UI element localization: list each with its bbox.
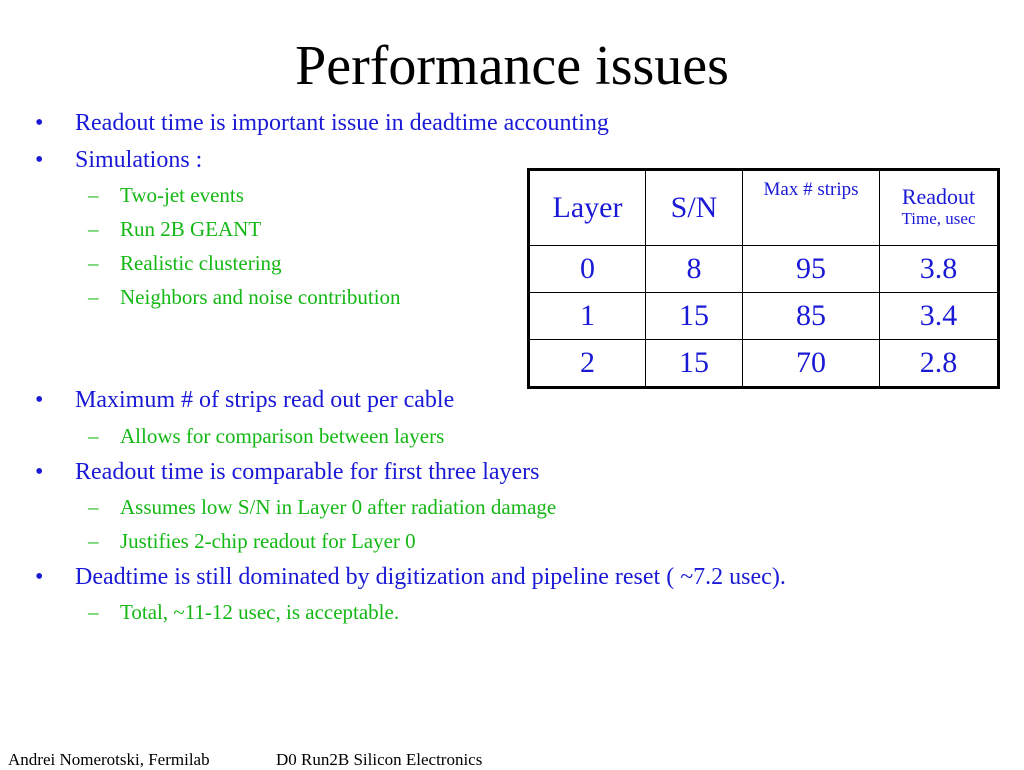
sub-bullet-text: Total, ~11-12 usec, is acceptable. bbox=[120, 600, 400, 624]
dash-symbol: – bbox=[88, 600, 99, 624]
table-cell: 2 bbox=[529, 339, 646, 387]
bullet-symbol: • bbox=[35, 147, 44, 173]
table-row bbox=[529, 292, 999, 339]
sub-bullet bbox=[88, 217, 261, 242]
table-header-row bbox=[529, 170, 999, 246]
sub-bullet bbox=[88, 529, 416, 554]
header-max-strips: Max # strips bbox=[743, 170, 880, 246]
table-cell: 15 bbox=[646, 292, 743, 339]
bullet-text: Simulations : bbox=[75, 147, 203, 173]
table-cell: 15 bbox=[646, 339, 743, 387]
header-readout bbox=[880, 170, 999, 246]
bullet-deadtime bbox=[35, 564, 786, 591]
header-readout-label: Readout bbox=[901, 184, 976, 209]
bullet-symbol: • bbox=[35, 564, 44, 590]
bullet-symbol: • bbox=[35, 459, 44, 485]
table-cell: 1 bbox=[529, 292, 646, 339]
dash-symbol: – bbox=[88, 285, 99, 309]
bullet-readout-comparable bbox=[35, 459, 540, 486]
table-cell: 8 bbox=[646, 246, 743, 293]
sub-bullet-text: Run 2B GEANT bbox=[120, 217, 262, 241]
readout-table bbox=[527, 168, 1000, 389]
sub-bullet bbox=[88, 183, 244, 208]
sub-bullet bbox=[88, 251, 282, 276]
header-readout-sub: Time, usec bbox=[901, 209, 976, 228]
sub-bullet bbox=[88, 285, 401, 310]
sub-bullet-text: Neighbors and noise contribution bbox=[120, 285, 401, 309]
bullet-symbol: • bbox=[35, 110, 44, 136]
bullet-symbol: • bbox=[35, 387, 44, 413]
dash-symbol: – bbox=[88, 529, 99, 553]
sub-bullet bbox=[88, 600, 399, 625]
bullet-simulations bbox=[35, 147, 202, 174]
footer-talk: D0 Run2B Silicon Electronics bbox=[276, 750, 483, 769]
table-cell: 3.8 bbox=[880, 246, 999, 293]
bullet-max-strips bbox=[35, 387, 454, 414]
table-cell: 85 bbox=[743, 292, 880, 339]
header-sn: S/N bbox=[646, 170, 743, 246]
table-cell: 0 bbox=[529, 246, 646, 293]
sub-bullet-text: Realistic clustering bbox=[120, 251, 282, 275]
table-cell: 2.8 bbox=[880, 339, 999, 387]
sub-bullet bbox=[88, 495, 556, 520]
table-cell: 3.4 bbox=[880, 292, 999, 339]
table-cell: 70 bbox=[743, 339, 880, 387]
bullet-text: Readout time is comparable for first three layers bbox=[75, 459, 540, 485]
bullet-text: Maximum # of strips read out per cable bbox=[75, 387, 455, 413]
table-cell: 95 bbox=[743, 246, 880, 293]
sub-bullet bbox=[88, 424, 444, 449]
table-row bbox=[529, 246, 999, 293]
bullet-text: Readout time is important issue in deadtime accounting bbox=[75, 110, 609, 136]
header-layer: Layer bbox=[529, 170, 646, 246]
bullet-text: Deadtime is still dominated by digitization and pipeline reset ( ~7.2 usec). bbox=[75, 564, 786, 590]
sub-bullet-text: Justifies 2-chip readout for Layer 0 bbox=[120, 529, 416, 553]
sub-bullet-text: Two-jet events bbox=[120, 183, 244, 207]
sub-bullet-text: Allows for comparison between layers bbox=[120, 424, 445, 448]
slide-title: Performance issues bbox=[295, 35, 729, 97]
dash-symbol: – bbox=[88, 251, 99, 275]
bullet-readout-time bbox=[35, 110, 609, 137]
footer-author: Andrei Nomerotski, Fermilab bbox=[8, 750, 210, 769]
sub-bullet-text: Assumes low S/N in Layer 0 after radiation damage bbox=[120, 495, 557, 519]
table-row bbox=[529, 339, 999, 387]
dash-symbol: – bbox=[88, 424, 99, 448]
dash-symbol: – bbox=[88, 217, 99, 241]
dash-symbol: – bbox=[88, 183, 99, 207]
dash-symbol: – bbox=[88, 495, 99, 519]
